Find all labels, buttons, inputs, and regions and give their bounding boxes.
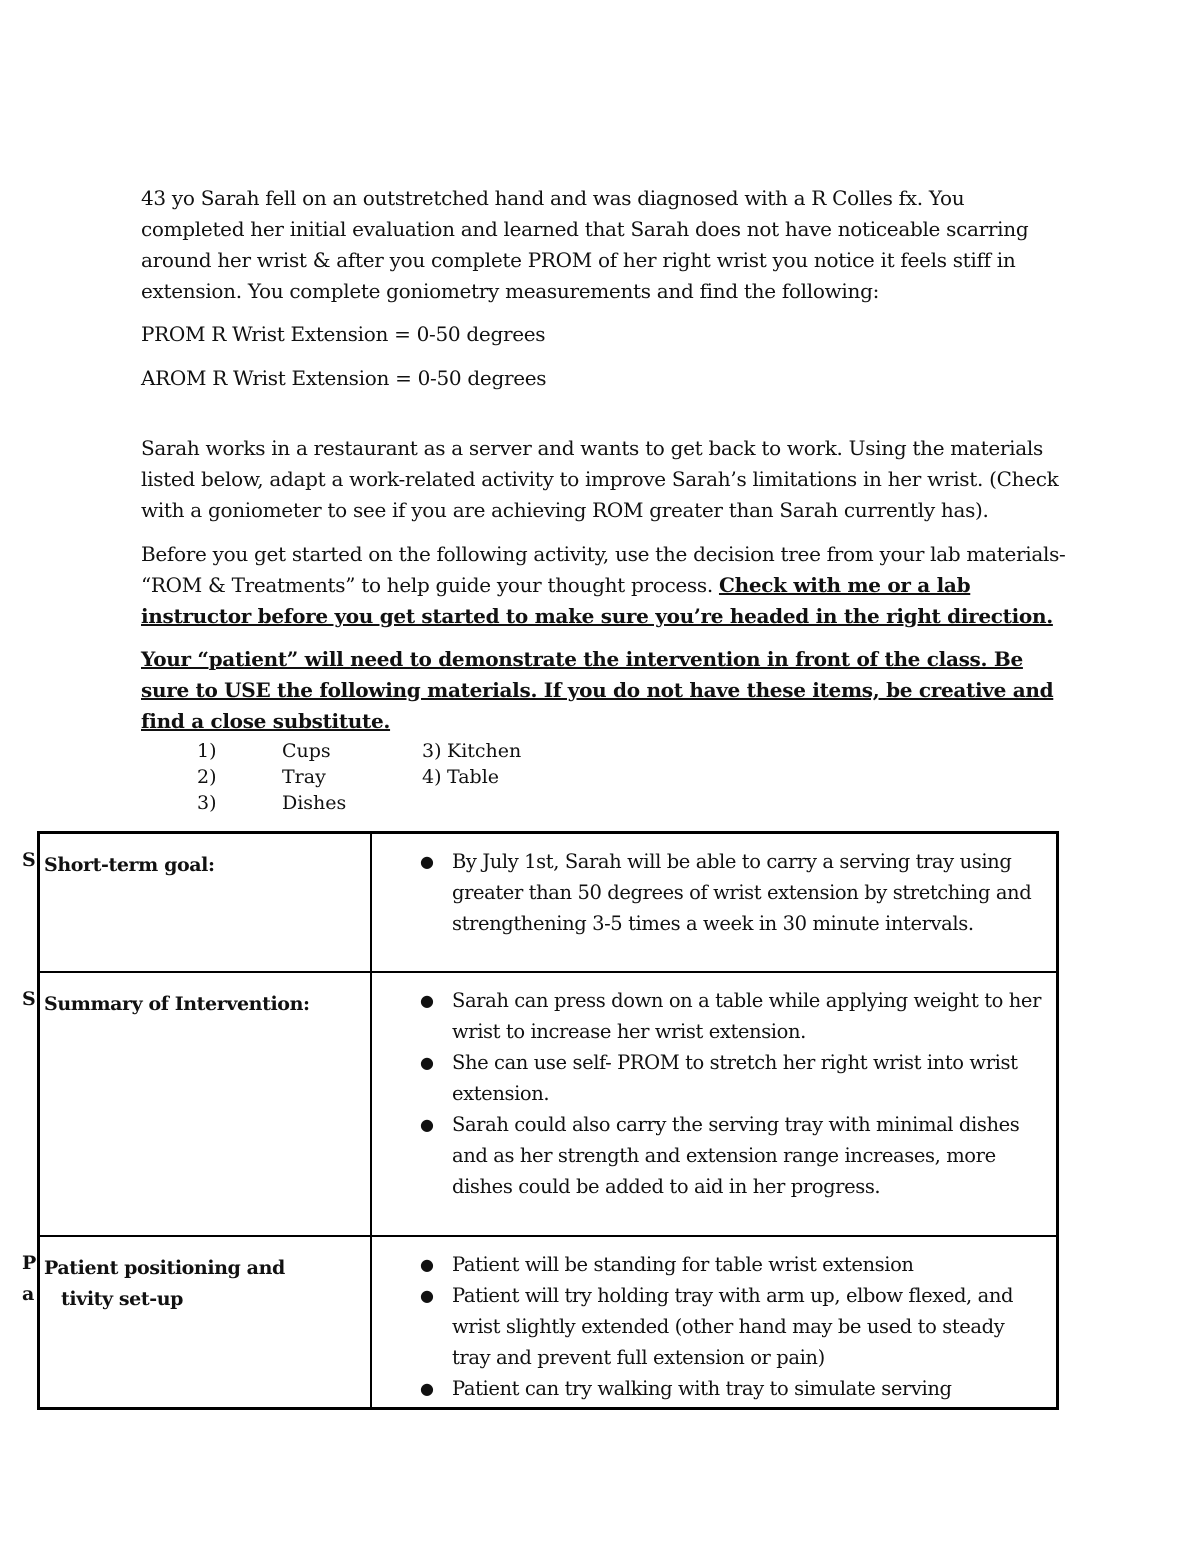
instructions-paragraph	[141, 539, 1066, 632]
bullet-text: Patient will try holding tray with arm up, elbow flexed, and wrist slightly extended (other hand may be used to steady tray and prevent full extension or pain)	[452, 1284, 1014, 1369]
table-row	[40, 1237, 1056, 1407]
prom-measurement: PROM R Wrist Extension = 0-50 degrees	[141, 322, 546, 346]
table-row	[40, 973, 1056, 1237]
list-item	[416, 1373, 1042, 1404]
intro-paragraph: 43 yo Sarah fell on an outstretched hand and was diagnosed with a R Colles fx. You completed her initial evaluation and learned that Sarah does not have noticeable scarring around her wrist & after you complete PROM of her right wrist you notice it feels stiff in extension. You complete goniometry measurements and find the following:	[141, 186, 1029, 303]
bullet-icon: ●	[420, 1379, 434, 1398]
row-content	[372, 834, 1056, 971]
list-item-label: Kitchen	[447, 740, 522, 762]
list-item-label: Dishes	[282, 792, 347, 814]
bullet-text: Sarah can press down on a table while applying weight to her wrist to increase her wrist extension.	[452, 989, 1041, 1043]
list-item-number: 2)	[197, 766, 217, 788]
treatment-plan-table	[37, 831, 1059, 1410]
list-item	[416, 1280, 1042, 1373]
bullet-icon: ●	[420, 1286, 434, 1305]
list-item-label: Tray	[282, 766, 326, 788]
bullet-icon: ●	[420, 1053, 434, 1072]
list-item	[416, 985, 1042, 1047]
bullet-text: Sarah could also carry the serving tray with minimal dishes and as her strength and extension range increases, more dishes could be added to aid in her progress.	[452, 1113, 1020, 1198]
row-label	[40, 1237, 372, 1407]
list-item-number: 4)	[422, 766, 442, 788]
instructions-plain-text: Before you get started on the following activity, use the decision tree from your lab materials- “ROM & Treatments” to help guide your thought process.	[141, 542, 1066, 597]
bullet-text: Patient can try walking with tray to simulate serving	[452, 1377, 952, 1400]
table-row	[40, 834, 1056, 973]
list-item-label: Cups	[282, 740, 331, 762]
arom-measurement: AROM R Wrist Extension = 0-50 degrees	[141, 366, 547, 390]
bullet-text: By July 1st, Sarah will be able to carry a serving tray using greater than 50 degrees of wrist extension by stretching and strengthening 3-5 times a week in 30 minute intervals.	[452, 850, 1032, 935]
row-label: Summary of Intervention:	[40, 973, 372, 1235]
row-content	[372, 1237, 1056, 1407]
bullet-text: Patient will be standing for table wrist extension	[452, 1253, 914, 1276]
overflow-letter: P	[22, 1252, 37, 1274]
bullet-icon: ●	[420, 852, 434, 871]
row-label: Short-term goal:	[40, 834, 372, 971]
bullet-icon: ●	[420, 991, 434, 1010]
list-item-number: 3)	[197, 792, 217, 814]
list-item-number: 3)	[422, 740, 442, 762]
overflow-letter: S	[22, 849, 36, 871]
row-content	[372, 973, 1056, 1235]
work-paragraph: Sarah works in a restaurant as a server and wants to get back to work. Using the materials listed below, adapt a work-related activity to improve Sarah’s limitations in her wrist. (Check with a goniometer to see if you are achieving ROM greater than Sarah currently has).	[141, 436, 1059, 522]
bullet-icon: ●	[420, 1115, 434, 1134]
bullet-text: She can use self- PROM to stretch her right wrist into wrist extension.	[452, 1051, 1018, 1105]
list-item-label: Table	[447, 766, 500, 788]
row-label-line: Patient positioning and	[44, 1257, 285, 1279]
overflow-letter: S	[22, 988, 36, 1010]
overflow-letter: a	[22, 1283, 35, 1305]
patient-demo-paragraph: Your “patient” will need to demonstrate the intervention in front of the class. Be sure to USE the following materials. If you do not have these items, be creative and find a close substitute.	[141, 647, 1054, 733]
list-item	[416, 1047, 1042, 1109]
instructions-bold-text: Check with me or a lab instructor before you get started to make sure you’re headed in the right direction.	[141, 573, 1053, 628]
list-item	[416, 846, 1042, 939]
list-item	[416, 1249, 1042, 1280]
bullet-icon: ●	[420, 1255, 434, 1274]
list-item-number: 1)	[197, 740, 217, 762]
row-label-line: tivity set-up	[61, 1288, 184, 1310]
list-item	[416, 1109, 1042, 1202]
